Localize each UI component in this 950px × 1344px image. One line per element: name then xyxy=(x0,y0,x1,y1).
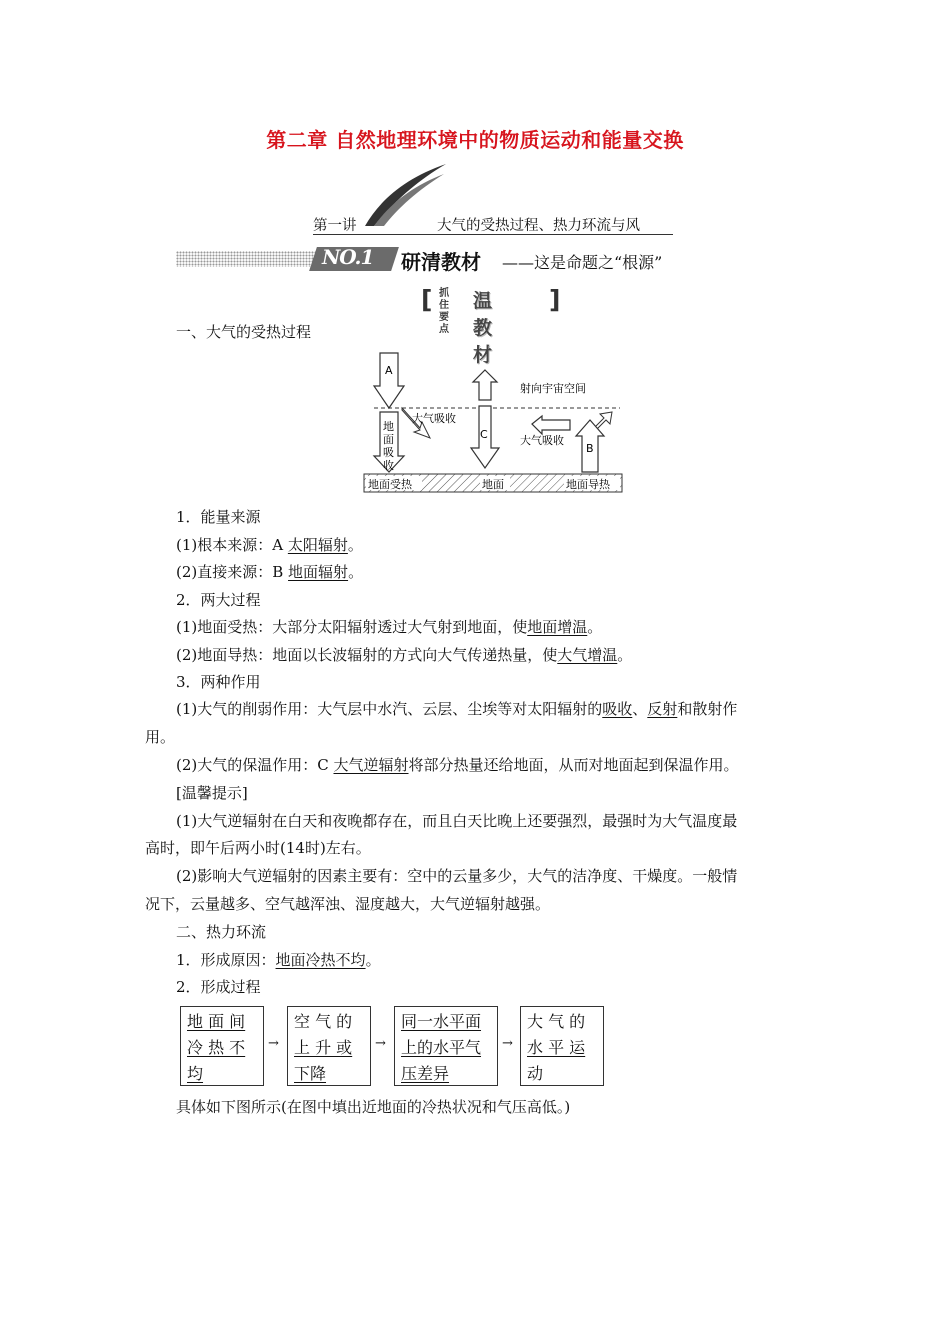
process-heading-2: 2．形成过程 xyxy=(176,978,261,996)
flow-box1-line3: 均 xyxy=(187,1064,204,1083)
section1-heading: 一、大气的受热过程 xyxy=(176,323,312,341)
tip1-line1: (1)大气逆辐射在白天和夜晚都存在，而且白天比晚上还要强烈，最强时为大气温度最 xyxy=(176,812,738,830)
flow-box-3 xyxy=(394,1006,498,1086)
effects-item2 xyxy=(176,755,739,775)
flow-box3-line1: 同一水平面 xyxy=(401,1012,482,1031)
effects-item2-text: (2)大气的保温作用：C xyxy=(176,756,334,774)
process-item2 xyxy=(176,645,632,665)
effects-item1-cont: 用。 xyxy=(145,728,176,746)
effects-heading: 3．两种作用 xyxy=(176,673,261,691)
flow-box-1 xyxy=(180,1006,264,1086)
footer-note: 具体如下图所示(在图中填出近地面的冷热状况和气压高低。) xyxy=(176,1098,571,1116)
ground-absorb-3: 吸 xyxy=(383,446,394,459)
energy-item2-text: (2)直接来源：B xyxy=(176,563,289,581)
process-item1-answer: 地面增温 xyxy=(527,618,588,636)
lecture-title: 大气的受热过程、热力环流与风 xyxy=(437,218,640,234)
process-item2-end: 。 xyxy=(617,646,633,664)
stamp-right-bracket: ] xyxy=(549,285,561,314)
flow-box4-line1: 大 气 的 xyxy=(527,1012,586,1031)
stamp-small-1: 抓住 xyxy=(439,288,449,311)
effects-item1-answer2: 反射 xyxy=(647,700,678,718)
process-item1-end: 。 xyxy=(587,618,603,636)
energy-item2-answer: 地面辐射 xyxy=(288,563,349,581)
flow-box2-line1: 空 气 的 xyxy=(294,1012,353,1031)
banner-main: 研清教材 xyxy=(401,250,481,274)
energy-item1-text: (1)根本来源：A xyxy=(176,536,288,554)
stamp-big: 温教材 xyxy=(473,290,494,366)
ground-heated-label: 地面受热 xyxy=(368,478,412,491)
energy-item1-end: 。 xyxy=(347,536,363,554)
banner-dots xyxy=(176,251,316,267)
effects-item2-answer: 大气逆辐射 xyxy=(333,756,409,774)
lecture-number: 第一讲 xyxy=(313,218,357,234)
flow-box1-line1: 地 面 间 xyxy=(187,1012,246,1031)
tip2-line1: (2)影响大气逆辐射的因素主要有：空中的云量多少，大气的洁净度、干燥度。一般情 xyxy=(176,867,738,885)
flow-box-4 xyxy=(520,1006,604,1086)
energy-item2-end: 。 xyxy=(348,563,364,581)
ground-absorb-2: 面 xyxy=(383,433,394,446)
flow-arrow-3: → xyxy=(502,1036,513,1051)
banner-no: NO.1 xyxy=(322,245,374,269)
process-heading: 2．两大过程 xyxy=(176,591,261,609)
process-item1-text: (1)地面受热：大部分太阳辐射透过大气射到地面，使 xyxy=(176,618,528,636)
effects-item1 xyxy=(176,699,737,719)
flow-box3-line2: 上的水平气 xyxy=(401,1038,482,1057)
cause-end: 。 xyxy=(365,951,381,969)
energy-item1 xyxy=(176,535,363,555)
flow-box1-line2: 冷 热 不 xyxy=(187,1038,246,1057)
flow-box-2 xyxy=(287,1006,371,1086)
ground-conduct-label: 地面导热 xyxy=(566,478,610,491)
atm-absorb-label-2: 大气吸收 xyxy=(520,434,564,447)
chapter-title: 第二章 自然地理环境中的物质运动和能量交换 xyxy=(266,128,684,152)
energy-item2 xyxy=(176,562,363,582)
section2-heading: 二、热力环流 xyxy=(176,923,267,941)
space-label: 射向宇宙空间 xyxy=(520,382,586,395)
ground-absorb-4: 收 xyxy=(383,459,394,472)
tips-heading: [温馨提示] xyxy=(176,784,248,802)
energy-heading: 1．能量来源 xyxy=(176,508,261,526)
process-item1 xyxy=(176,617,602,637)
process-item2-text: (2)地面导热：地面以长波辐射的方式向大气传递热量，使 xyxy=(176,646,558,664)
ground-absorb-1: 地 xyxy=(383,420,394,433)
stamp-small xyxy=(439,288,449,336)
ground-label: 地面 xyxy=(482,478,504,491)
atm-absorb-label-1: 大气吸收 xyxy=(412,412,456,425)
effects-item1-sep: 、 xyxy=(632,700,648,718)
label-a: A xyxy=(385,364,393,377)
flow-box4-line3: 动 xyxy=(527,1064,544,1083)
cause-text: 1．形成原因： xyxy=(176,951,276,969)
stamp-left-bracket: [ xyxy=(421,285,433,314)
flow-arrow-1: → xyxy=(268,1036,279,1051)
effects-item2-end: 将部分热量还给地面，从而对地面起到保温作用。 xyxy=(408,756,739,774)
flow-box3-line3: 压差异 xyxy=(401,1064,450,1083)
effects-item1-answer1: 吸收 xyxy=(602,700,633,718)
banner-sub: ——这是命题之“根源” xyxy=(502,253,663,272)
flow-box4-line2: 水 平 运 xyxy=(527,1038,586,1057)
effects-item1-text: (1)大气的削弱作用：大气层中水汽、云层、尘埃等对太阳辐射的 xyxy=(176,700,603,718)
label-b: B xyxy=(586,442,594,455)
effects-item1-end: 和散射作 xyxy=(677,700,738,718)
energy-item1-answer: 太阳辐射 xyxy=(287,536,348,554)
arrow-atm-left xyxy=(532,416,570,434)
tip1-line2: 高时，即午后两小时(14时)左右。 xyxy=(145,839,371,857)
lecture-underline xyxy=(313,234,673,235)
cause-answer: 地面冷热不均 xyxy=(275,951,366,969)
tip2-line2: 况下，云量越多、空气越浑浊、湿度越大，大气逆辐射越强。 xyxy=(145,895,551,913)
label-c: C xyxy=(480,428,488,441)
atmosphere-heating-diagram xyxy=(360,348,630,496)
arrow-c-up xyxy=(473,370,497,400)
process-item2-answer: 大气增温 xyxy=(557,646,618,664)
flow-arrow-2: → xyxy=(375,1036,386,1051)
cause-line xyxy=(176,950,381,970)
arrow-a xyxy=(374,353,404,408)
stamp-small-2: 要点 xyxy=(439,312,449,335)
flow-box2-line3: 下降 xyxy=(294,1064,327,1083)
flow-box2-line2: 上 升 或 xyxy=(294,1038,353,1057)
